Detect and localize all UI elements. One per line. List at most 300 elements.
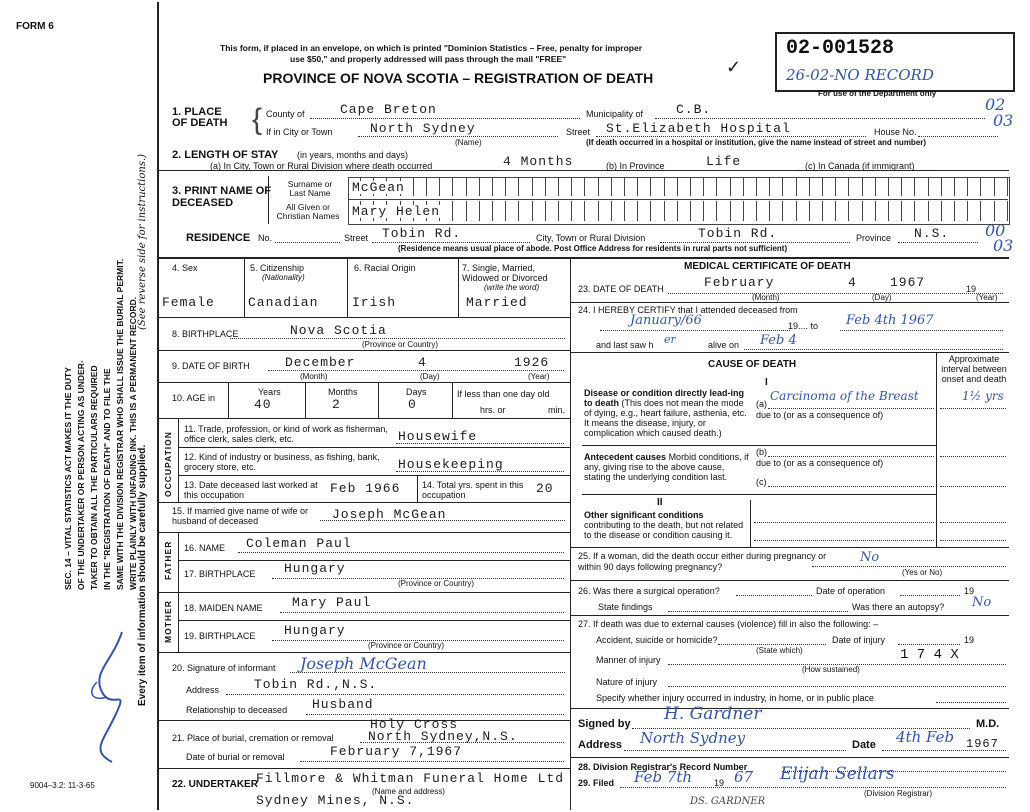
rule (348, 199, 1008, 200)
rule (936, 352, 937, 547)
rule (157, 652, 570, 653)
letter-cell (612, 201, 625, 221)
surname-label: Surname or Last Name (287, 179, 333, 198)
letter-cell (559, 201, 572, 221)
letter-cell (876, 178, 889, 196)
burial-date-value: February 7,1967 (330, 744, 463, 759)
month-hint: (Month) (300, 372, 328, 381)
letter-cell (454, 201, 467, 221)
reg-note: 26-02-NO RECORD (786, 66, 934, 84)
line (226, 694, 564, 695)
letter-cell (467, 178, 480, 196)
line (655, 118, 985, 119)
rule (178, 475, 570, 476)
q28-label: 28. Division Registrar's Record Number (578, 762, 748, 772)
line (310, 118, 580, 119)
attended-to: Feb 4th 1967 (846, 313, 934, 328)
letter-cell (770, 178, 783, 196)
nature-label: Nature of injury (596, 677, 658, 687)
line (936, 702, 1006, 703)
line (768, 486, 934, 487)
months-label: Months (328, 387, 358, 397)
letter-cell (440, 201, 453, 221)
line (624, 750, 846, 751)
letter-cell (480, 178, 493, 196)
attended-from: January/66 (630, 313, 702, 328)
county-value: Cape Breton (340, 102, 437, 117)
q25-value: No (860, 550, 880, 565)
rule (244, 257, 245, 317)
institution-note: (If death occurred in a hospital or institution, give the name instead of street and number) (586, 138, 927, 147)
letter-cell (704, 178, 717, 196)
how-sustained-hint: (How sustained) (802, 665, 860, 674)
father-bp-label: 17. BIRTHPLACE (184, 569, 256, 579)
letter-cell (691, 201, 704, 221)
dob-day: 4 (418, 355, 427, 370)
column-divider (570, 257, 571, 810)
name-label: 3. PRINT NAME OF DECEASED (172, 185, 272, 209)
margin-code: 03 (993, 236, 1014, 255)
letter-cell (440, 178, 453, 196)
letter-cell (638, 178, 651, 196)
line (660, 242, 850, 243)
cause-title: CAUSE OF DEATH (708, 359, 797, 370)
death-year-prefix: 19 (966, 284, 977, 294)
line (935, 170, 1005, 171)
death-month-hint: (Month) (752, 293, 780, 302)
informant-address-label: Address (186, 685, 220, 695)
letter-cell (916, 201, 929, 221)
letter-cell (546, 178, 559, 196)
letter-cell (955, 201, 968, 221)
letter-cell (586, 178, 599, 196)
letter-cell (929, 201, 942, 221)
stay-c-label: (c) In Canada (if immigrant) (805, 161, 915, 171)
letter-cell (889, 178, 902, 196)
manner-label: Manner of injury (596, 655, 661, 665)
line (668, 293, 1003, 294)
dob-month: December (285, 355, 356, 370)
letter-cell (427, 178, 440, 196)
age-years: 40 (254, 397, 272, 412)
letter-cell (968, 178, 981, 196)
line (940, 522, 1006, 523)
last-saw-label: and last saw h (596, 340, 654, 350)
burial-place-line1: Holy Cross (370, 717, 459, 732)
letter-cell (863, 178, 876, 196)
q29-label: 29. Filed (578, 778, 615, 788)
brace: { (252, 103, 263, 136)
registrar-hint: (Division Registrar) (864, 789, 933, 798)
death-day: 4 (848, 275, 857, 290)
letter-cell (506, 201, 519, 221)
letter-cell (942, 201, 955, 221)
res-no-label: No. (258, 233, 273, 243)
rule (157, 382, 570, 383)
letter-cell (863, 201, 876, 221)
to-label: 19.... to (788, 321, 819, 331)
letter-cell (810, 178, 823, 196)
letter-cell (955, 178, 968, 196)
physician-signature: H. Gardner (664, 704, 762, 724)
letter-cell (625, 178, 638, 196)
res-street-value: Tobin Rd. (382, 226, 462, 241)
street-value: St.Elizabeth Hospital (606, 121, 791, 136)
res-city-value: Tobin Rd. (698, 226, 778, 241)
years-label: Years (258, 387, 281, 397)
rule (570, 547, 1009, 548)
check-mark: ✓ (726, 57, 742, 77)
reverse-note: (See reverse side for instructions.) (137, 153, 148, 330)
medical-title: MEDICAL CERTIFICATE OF DEATH (684, 261, 851, 272)
cause-a-value: Carcinoma of the Breast (770, 389, 919, 403)
city-label: If in City or Town (266, 127, 333, 137)
letter-cell (836, 201, 849, 221)
father-bp-hint: (Province or Country) (398, 579, 475, 588)
rule (570, 708, 1009, 709)
mother-side-label: MOTHER (163, 600, 173, 643)
letter-cell (520, 178, 533, 196)
rule (157, 592, 570, 593)
q25-label: 25. If a woman, did the death occur either during pregnancy or within 90 days following pregnancy? (578, 551, 827, 572)
letter-cell (652, 201, 665, 221)
line (768, 408, 934, 409)
dept-use-label: For use of the Department only (818, 89, 937, 98)
sign-date-label: Date (852, 739, 876, 751)
maiden-label: 18. MAIDEN NAME (184, 603, 263, 613)
margin-code: 02 (985, 95, 1006, 114)
sign-date: 4th Feb (896, 728, 955, 746)
due-to-label: due to (or as a consequence of) (756, 458, 884, 468)
death-year: 1967 (890, 275, 926, 290)
rule (417, 475, 418, 502)
letter-cell (784, 178, 797, 196)
place-label: 1. PLACE OF DEATH (172, 106, 228, 129)
physician-address-label: Address (578, 739, 623, 751)
rule (378, 382, 379, 418)
rule (570, 615, 1009, 616)
sex-label: 4. Sex (172, 263, 198, 273)
letter-cell (612, 178, 625, 196)
line (940, 456, 1006, 457)
notice-line: This form, if placed in an envelope, on which is printed "Dominion Statistics – Free, penalty for improper (220, 43, 643, 53)
roman-one: I (765, 377, 768, 388)
print-code: 9004–3.2: 11-3-65 (30, 781, 95, 790)
county-label: County of (266, 109, 305, 119)
dob-label: 9. DATE OF BIRTH (172, 361, 250, 371)
autopsy-value: No (972, 595, 992, 610)
res-city-label: City, Town or Rural Division (536, 233, 646, 243)
q14-label: 14. Total yrs. spent in this occupation (422, 480, 524, 500)
letter-cell (823, 201, 836, 221)
marital-hint: (write the word) (484, 283, 540, 292)
letter-cell (889, 201, 902, 221)
filed-date: Feb 7th (634, 768, 693, 786)
letter-cell (797, 201, 810, 221)
father-name-label: 16. NAME (184, 543, 226, 553)
line (275, 242, 340, 243)
citizenship-value: Canadian (248, 295, 319, 310)
maiden-value: Mary Paul (292, 595, 372, 610)
letter-cell (731, 201, 744, 221)
letter-cell (493, 178, 506, 196)
letter-cell (797, 178, 810, 196)
line (718, 644, 826, 645)
q26-label: 26. Was there a surgical operation? (578, 586, 720, 596)
line (306, 714, 564, 715)
informant-address: Tobin Rd.,N.S. (254, 677, 378, 692)
letter-cell (691, 178, 704, 196)
house-label: House No. (874, 127, 917, 137)
rule (570, 302, 1009, 303)
stay-a-value: 4 Months (503, 154, 574, 169)
rule (570, 352, 1009, 353)
industry-value: Housekeeping (398, 457, 504, 472)
line (918, 136, 998, 137)
letter-cell (533, 201, 546, 221)
father-bp-value: Hungary (284, 561, 346, 576)
line (898, 242, 978, 243)
years-worked-value: 20 (536, 481, 554, 496)
line (300, 761, 564, 762)
rule (178, 447, 570, 448)
marital-value: Married (466, 295, 528, 310)
rule (458, 257, 459, 317)
last-worked-value: Feb 1966 (330, 481, 401, 496)
injury-date-label: Date of injury (832, 635, 886, 645)
letter-cell (599, 178, 612, 196)
line (358, 136, 558, 137)
cause-c-label: (c) (756, 477, 767, 487)
letter-cell (480, 201, 493, 221)
autopsy-label: Was there an autopsy? (852, 602, 945, 612)
margin-code: 00 (985, 221, 1006, 240)
letter-cell (586, 201, 599, 221)
street-label: Street (566, 127, 591, 137)
rule (582, 494, 936, 495)
line (230, 338, 565, 339)
relationship-label: Relationship to deceased (186, 705, 288, 715)
letter-cell (836, 178, 849, 196)
letter-cell (638, 201, 651, 221)
res-province-value: N.S. (914, 226, 950, 241)
form-number: FORM 6 (16, 21, 54, 32)
letter-cell (559, 178, 572, 196)
cause-a-label: (a) (756, 399, 767, 409)
line (898, 644, 960, 645)
letter-cell (942, 178, 955, 196)
letter-cell (823, 178, 836, 196)
letter-cell (902, 201, 915, 221)
yes-no-hint: (Yes or No) (902, 568, 943, 577)
rule (157, 532, 570, 533)
rule (178, 620, 570, 621)
specify-label: Specify whether injury occurred in industry, in home, or in public place (596, 693, 874, 703)
given-value: Mary Helen (352, 204, 441, 219)
letter-cell (929, 178, 942, 196)
age-days: 0 (408, 397, 417, 412)
death-month: February (704, 275, 775, 290)
line (940, 408, 1006, 409)
undertaker-name: Fillmore & Whitman Funeral Home Ltd (256, 771, 565, 786)
alive-value: Feb 4 (760, 333, 797, 348)
undertaker-address: Sydney Mines, N.S. (256, 793, 415, 808)
line (238, 552, 564, 553)
hrs-label: hrs. or (480, 405, 506, 415)
burial-place-label: 21. Place of burial, cremation or removal (172, 733, 334, 743)
letter-cell (744, 178, 757, 196)
days-label: Days (406, 387, 427, 397)
rule (582, 445, 936, 446)
letter-cell (493, 201, 506, 221)
day-hint: (Day) (420, 372, 440, 381)
line (500, 170, 600, 171)
burial-date-label: Date of burial or removal (186, 752, 285, 762)
interval-a: 1½ yrs (962, 389, 1004, 403)
stay-label: 2. LENGTH OF STAY (172, 149, 279, 161)
line (840, 330, 1003, 331)
roman-two: II (657, 497, 663, 508)
spouse-label: 15. If married give name of wife or husband of deceased (172, 506, 309, 526)
line (372, 242, 530, 243)
age-label: 10. AGE in (172, 393, 216, 403)
rule (750, 500, 751, 547)
res-province-label: Province (856, 233, 892, 243)
name-hint: (Name) (455, 138, 482, 147)
line (754, 540, 934, 541)
physician-address: North Sydney (640, 729, 746, 747)
margin-code: 03 (993, 111, 1014, 130)
op-date-label: Date of operation (816, 586, 886, 596)
birthplace-hint: (Province or Country) (362, 340, 439, 349)
cause-b-label: (b) (756, 447, 767, 457)
q11-label: 11. Trade, profession, or kind of work as fisherman, office clerk, sales clerk, etc. (184, 424, 388, 444)
page-title: PROVINCE OF NOVA SCOTIA – REGISTRATION OF DEATH (263, 70, 654, 86)
letter-cell (625, 201, 638, 221)
reg-number: 02-001528 (786, 37, 895, 60)
racial-value: Irish (352, 295, 397, 310)
op-year-prefix: 19 (964, 586, 975, 596)
certify-label: 24. I HEREBY CERTIFY that I attended deceased from (578, 305, 798, 315)
rule (305, 382, 306, 418)
informant-sig-label: 20. Signature of informant (172, 663, 276, 673)
interval-title: Approximate interval between onset and death (941, 354, 1007, 384)
md-label: M.D. (976, 718, 1000, 730)
line (668, 611, 848, 612)
state-which-hint: (State which) (756, 646, 803, 655)
sign-year: 1967 (966, 737, 999, 751)
alive-label: alive on (708, 340, 740, 350)
dob-year: 1926 (514, 355, 550, 370)
letter-cell (876, 201, 889, 221)
rule (157, 317, 570, 318)
rule (452, 382, 453, 418)
letter-cell (902, 178, 915, 196)
letter-cell (850, 178, 863, 196)
marital-label: 7. Single, Married, Widowed or Divorced (462, 263, 548, 283)
q12-label: 12. Kind of industry or business, as fishing, bank, grocery store, etc. (184, 452, 380, 472)
letter-cell (665, 178, 678, 196)
q13-label: 13. Date deceased last worked at this occupation (184, 480, 318, 500)
letter-cell (599, 201, 612, 221)
sex-value: Female (162, 295, 215, 310)
antecedent-text: Antecedent causes Morbid conditions, if any, giving rise to the above cause, stating the underlying condition last. (584, 452, 749, 482)
letter-cell (572, 201, 585, 221)
letter-cell (770, 201, 783, 221)
citizenship-hint: (Nationality) (262, 273, 305, 282)
residence-label: RESIDENCE (186, 232, 251, 244)
stay-b-label: (b) In Province (606, 161, 665, 171)
undertaker-label: 22. UNDERTAKER (172, 779, 258, 790)
letter-cell (678, 178, 691, 196)
municipality-label: Municipality of (586, 109, 644, 119)
letter-cell (665, 201, 678, 221)
statute-text: SEC. 14 – VITAL STATISTICS ACT MAKES IT THE DUTY OF THE UNDERTAKER OR PERSON ACTING AS UNDER- TAKER TO OBTAIN ALL THE PARTICULARS REQUIRED IN THE "REGISTRATION OF DEATH" AND TO FILE THE SAME WITH THE DIVISION REGISTRAR WHO SHALL ISSUE THE BURIAL PERMIT. WRITE PLAINLY WITH UNFADING INK. THIS IS A PERMANENT RECORD. (63, 258, 138, 590)
mother-bp-label: 19. BIRTHPLACE (184, 631, 256, 641)
spouse-value: Joseph McGean (332, 507, 447, 522)
state-findings-label: State findings (598, 602, 653, 612)
last-saw-value: er (664, 333, 676, 346)
residence-note: (Residence means usual place of abode. Post Office Address for residents in rural parts not sufficient) (398, 244, 788, 253)
line (754, 522, 934, 523)
rule (268, 176, 269, 224)
rule (178, 532, 179, 592)
letter-cell (784, 201, 797, 221)
rule (157, 502, 570, 503)
other-text: Other significant conditions contributing to the death, but not related to the disease or condition causing it. (584, 510, 744, 540)
filed-year-prefix: 19 (714, 778, 725, 788)
mother-bp-value: Hungary (284, 623, 346, 638)
letter-cell (652, 178, 665, 196)
municipality-value: C.B. (676, 102, 712, 117)
accident-label: Accident, suicide or homicide? (596, 635, 718, 645)
rule (157, 257, 1009, 259)
line (268, 370, 564, 371)
manner-value: 1 7 4 X (900, 647, 959, 663)
letter-cell (454, 178, 467, 196)
line (668, 686, 1006, 687)
surname-value: McGean (352, 180, 405, 195)
death-day-hint: (Day) (872, 293, 892, 302)
rule (570, 580, 1009, 581)
undertaker-hint: (Name and address) (372, 787, 445, 796)
margin-signature-scribble (82, 622, 142, 772)
occupation-side-label: OCCUPATION (163, 431, 173, 497)
birthplace-label: 8. BIRTHPLACE (172, 329, 239, 339)
racial-label: 6. Racial Origin (354, 263, 416, 273)
letter-cell (850, 201, 863, 221)
stay-hint: (in years, months and days) (297, 150, 409, 160)
rule (157, 768, 570, 769)
letter-cell (546, 201, 559, 221)
letter-cell (757, 201, 770, 221)
rule (157, 350, 570, 351)
letter-cell (744, 201, 757, 221)
line (900, 595, 960, 596)
letter-cell (414, 178, 427, 196)
registrar-signature: Elijah Sellars (780, 764, 895, 784)
death-year-hint: (Year) (976, 293, 998, 302)
line (280, 612, 564, 613)
letter-cell (678, 201, 691, 221)
relationship-value: Husband (312, 697, 374, 712)
letter-cell (982, 201, 995, 221)
line (665, 170, 795, 171)
rule (347, 257, 348, 317)
letter-cell (718, 178, 731, 196)
line (940, 540, 1006, 541)
letter-cell (995, 201, 1008, 221)
